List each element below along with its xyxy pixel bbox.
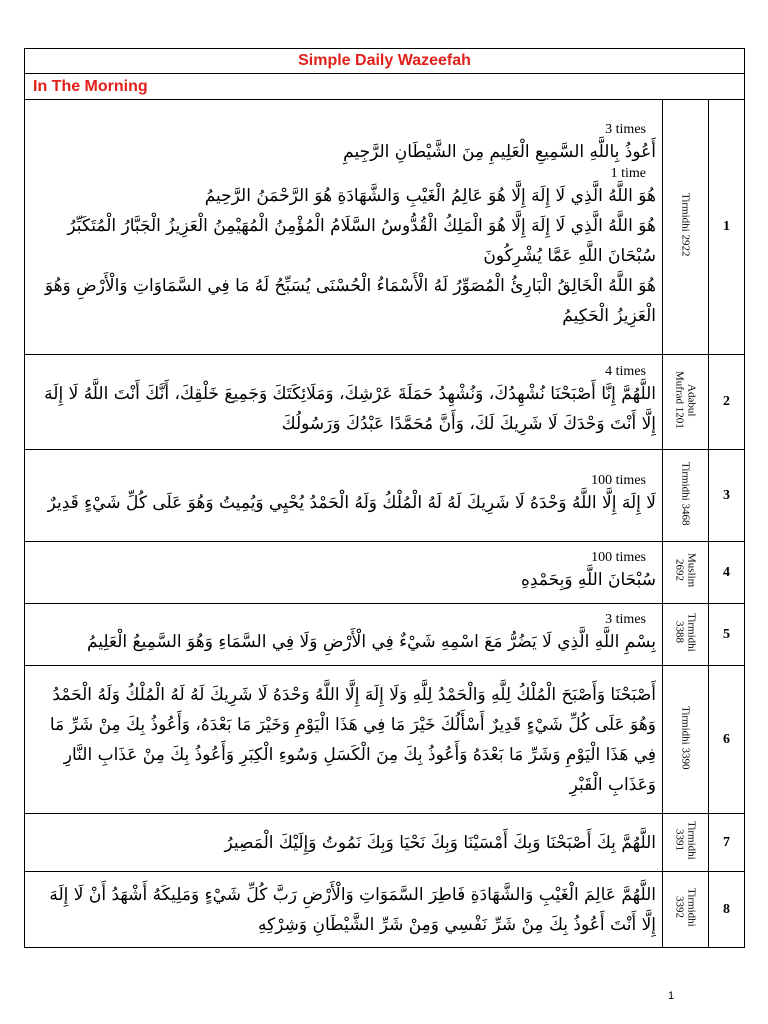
hadith-reference: Tirmidhi 3468 — [679, 461, 692, 526]
arabic-text: هُوَ اللَّهُ الَّذِي لَا إِلَهَ إِلَّا هُوَ عَالِمُ الْغَيْبِ وَالشَّهَادَةِ هُوَ الرَّحْمَنُ الرَّحِيمُ — [204, 186, 656, 206]
source-cell — [663, 355, 709, 450]
dua-row — [25, 604, 745, 666]
arabic-text: هُوَ اللَّهُ الْخَالِقُ الْبَارِئُ الْمُصَوِّرُ لَهُ الْأَسْمَاءُ الْحُسْنَى يُسَبِّحُ لَهُ مَا فِي السَّمَاوَاتِ وَالْأَرْضِ وَهُوَ الْعَزِيزُ الْحَكِيمُ — [44, 276, 656, 326]
dua-block — [31, 211, 656, 271]
repeat-count: 1 time — [610, 166, 646, 181]
hadith-reference: Muslim 2692 — [673, 553, 698, 588]
arabic-text: اللَّهُمَّ بِكَ أَصْبَحْنَا وَبِكَ أَمْسَيْنَا وَبِكَ نَحْيَا وَبِكَ نَمُوتُ وَإِلَيْكَ الْمَصِيرُ — [224, 832, 656, 853]
repeat-count: 4 times — [605, 364, 646, 379]
dua-text-cell — [25, 355, 663, 450]
dua-block — [31, 880, 656, 940]
arabic-text: هُوَ اللَّهُ الَّذِي لَا إِلَهَ إِلَّا هُوَ الْمَلِكُ الْقُدُّوسُ السَّلَامُ الْمُؤْمِنُ الْمُهَيْمِنُ الْعَزِيزُ الْجَبَّارُ الْمُتَكَبِّرُ سُبْحَانَ اللَّهِ عَمَّا يُشْرِكُونَ — [67, 216, 656, 266]
row-number: 3 — [709, 450, 745, 542]
row-number: 6 — [709, 666, 745, 814]
hadith-reference: Tirmidhi 3390 — [679, 705, 692, 770]
arabic-text: بِسْمِ اللَّهِ الَّذِي لَا يَضُرُّ مَعَ اسْمِهِ شَيْءٌ فِي الْأَرْضِ وَلَا فِي السَّمَاءِ وَهُوَ السَّمِيعُ الْعَلِيمُ — [86, 631, 656, 652]
source-cell — [663, 604, 709, 666]
hadith-reference: Tirmidhi 2922 — [679, 193, 692, 257]
dua-block — [31, 271, 656, 331]
arabic-text: اللَّهُمَّ إِنَّا أَصْبَحْنَا نُشْهِدُكَ، وَنُشْهِدُ حَمَلَةَ عَرْشِكَ، وَمَلَائِكَتَكَ وَجَمِيعَ خَلْقِكَ، أَنَّكَ أَنْتَ اللَّهُ لَا إِلَهَ إِلَّا أَنْتَ وَحْدَكَ لَا شَرِيكَ لَكَ، وَأَنَّ مُحَمَّدًا عَبْدُكَ وَرَسُولُكَ — [44, 384, 656, 434]
row-number: 5 — [709, 604, 745, 666]
dua-block — [31, 123, 656, 167]
repeat-count: 100 times — [591, 549, 646, 565]
row-number: 8 — [709, 872, 745, 948]
dua-row — [25, 355, 745, 450]
hadith-reference: Tirmidhi 3388 — [673, 613, 698, 652]
source-cell — [663, 666, 709, 814]
arabic-text: لَا إِلَهَ إِلَّا اللَّهُ وَحْدَهُ لَا شَرِيكَ لَهُ لَهُ الْمُلْكُ وَلَهُ الْحَمْدُ يُحْيِي وَيُمِيتُ وَهُوَ عَلَى كُلِّ شَيْءٍ قَدِيرٌ — [47, 492, 656, 513]
hadith-reference: Adabul Mufrad 1201 — [673, 371, 698, 429]
source-cell — [663, 814, 709, 872]
repeat-count: 100 times — [591, 472, 646, 488]
source-cell — [663, 542, 709, 604]
source-cell — [663, 872, 709, 948]
title-row — [25, 49, 745, 74]
section-heading: In The Morning — [25, 74, 745, 100]
row-number: 7 — [709, 814, 745, 872]
dua-row — [25, 450, 745, 542]
row-number: 4 — [709, 542, 745, 604]
arabic-text: أَصْبَحْنَا وَأَصْبَحَ الْمُلْكُ لِلَّهِ وَالْحَمْدُ لِلَّهِ وَلَا إِلَهَ إِلَّا اللَّهُ وَحْدَهُ لَا شَرِيكَ لَهُ لَهُ الْمُلْكُ وَلَهُ الْحَمْدُ وَهُوَ عَلَى كُلِّ شَيْءٍ قَدِيرٌ أَسْأَلُكَ خَيْرَ مَا فِي هَذَا الْيَوْمِ وَخَيْرَ مَا بَعْدَهُ، وَأَعُوذُ بِكَ مِنْ شَرِّ مَا فِي هَذَا الْيَوْمِ وَشَرِّ مَا بَعْدَهُ وَأَعُوذُ بِكَ مِنَ الْكَسَلِ وَسُوءِ الْكِبَرِ وَأَعُوذُ بِكَ مِنْ عَذَابِ النَّارِ وَعَذَابِ الْقَبْرِ — [49, 684, 656, 795]
wazeefah-table — [24, 48, 745, 948]
repeat-count: 3 times — [605, 122, 646, 137]
dua-text-cell — [25, 814, 663, 872]
dua-text-cell — [25, 450, 663, 542]
page-number: 1 — [668, 990, 675, 1002]
arabic-text: اللَّهُمَّ عَالِمَ الْغَيْبِ وَالشَّهَادَةِ فَاطِرَ السَّمَوَاتِ وَالْأَرْضِ رَبَّ كُلِّ شَيْءٍ وَمَلِيكَهُ أَشْهَدُ أَنْ لَا إِلَهَ إِلَّا أَنْتَ أَعُوذُ بِكَ مِنْ شَرِّ نَفْسِي وَمِنْ شَرِّ الشَّيْطَانِ وَشِرْكِهِ — [49, 884, 656, 935]
dua-block — [31, 680, 656, 800]
dua-block — [31, 365, 656, 439]
dua-text-cell — [25, 604, 663, 666]
dua-row — [25, 100, 745, 355]
source-cell — [663, 450, 709, 542]
dua-row — [25, 666, 745, 814]
dua-row — [25, 542, 745, 604]
dua-row — [25, 814, 745, 872]
section-row — [25, 74, 745, 100]
hadith-reference: Tirmidhi 3392 — [673, 888, 698, 927]
source-cell — [663, 100, 709, 355]
dua-text-cell — [25, 542, 663, 604]
dua-block — [31, 167, 656, 211]
dua-block — [31, 828, 656, 858]
arabic-text: سُبْحَانَ اللَّهِ وَبِحَمْدِهِ — [520, 569, 656, 590]
dua-text-cell — [25, 666, 663, 814]
dua-block — [31, 474, 656, 518]
dua-block — [31, 551, 656, 595]
document-title: Simple Daily Wazeefah — [25, 49, 745, 74]
row-number: 2 — [709, 355, 745, 450]
hadith-reference: Tirmidhi 3391 — [673, 821, 698, 860]
dua-row — [25, 872, 745, 948]
repeat-count: 3 times — [605, 611, 646, 627]
row-number: 1 — [709, 100, 745, 355]
dua-block — [31, 613, 656, 657]
arabic-text: أَعُوذُ بِاللَّهِ السَّمِيعِ الْعَلِيمِ مِنَ الشَّيْطَانِ الرَّجِيمِ — [343, 142, 656, 162]
dua-text-cell — [25, 100, 663, 355]
dua-text-cell — [25, 872, 663, 948]
